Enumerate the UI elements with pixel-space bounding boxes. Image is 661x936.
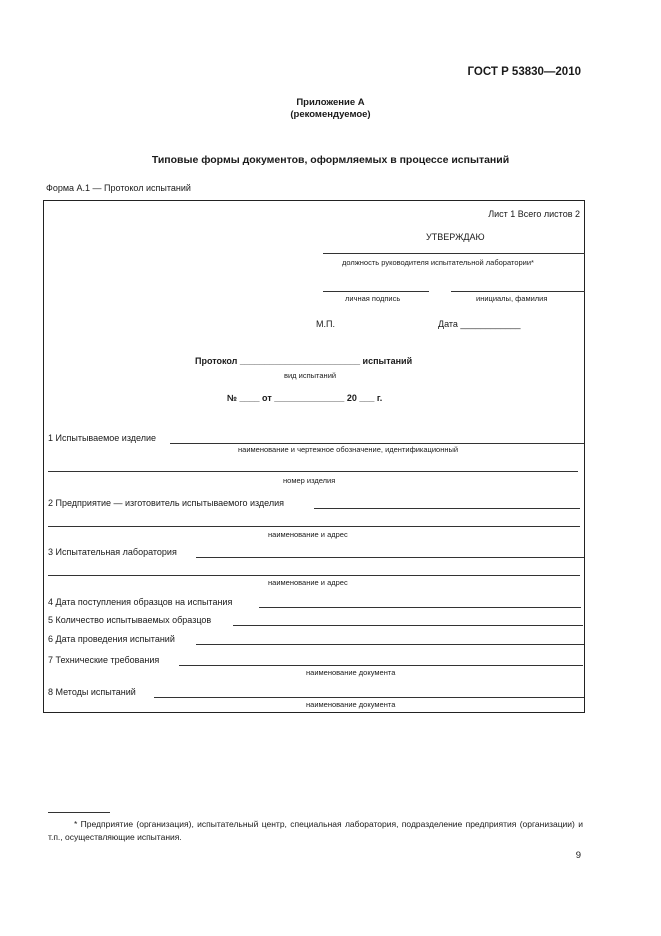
protocol-form — [43, 200, 585, 713]
signature-caption: личная подпись — [345, 294, 401, 303]
footnote-rule — [48, 812, 110, 813]
position-line — [323, 253, 585, 254]
initials-caption: инициалы, фамилия — [476, 294, 548, 303]
item3-line — [196, 557, 584, 558]
item6-line — [196, 644, 584, 645]
item4-line — [259, 607, 581, 608]
annex-title: Приложение А — [296, 97, 365, 108]
sheet-info: Лист 1 Всего листов 2 — [488, 209, 580, 219]
seal-label: М.П. — [316, 319, 335, 329]
date-label: Дата ____________ — [438, 319, 521, 329]
annex-subtitle: (рекомендуемое) — [290, 109, 371, 120]
item8-caption: наименование документа — [306, 700, 396, 709]
item2-line — [314, 508, 580, 509]
item5-line — [233, 625, 583, 626]
page-number: 9 — [575, 850, 581, 861]
item1-label: 1 Испытываемое изделие — [48, 433, 156, 443]
item2-caption: наименование и адрес — [268, 530, 348, 539]
item1-line2 — [48, 471, 578, 472]
approve-label: УТВЕРЖДАЮ — [426, 232, 485, 242]
position-caption: должность руководителя испытательной лаборатории* — [342, 258, 534, 267]
item7-label: 7 Технические требования — [48, 655, 160, 665]
item2-label: 2 Предприятие — изготовитель испытываемого изделия — [48, 498, 285, 508]
item5-label: 5 Количество испытываемых образцов — [48, 615, 212, 625]
footnote: * Предприятие (организация), испытательный центр, специальная лаборатория, подразделение предприятия (организации) и т.п., осуществляющие испытания. — [48, 819, 583, 842]
item3-label: 3 Испытательная лаборатория — [48, 547, 177, 557]
item3-line2 — [48, 575, 580, 576]
form-label: Форма А.1 — Протокол испытаний — [46, 183, 191, 193]
test-type-caption: вид испытаний — [284, 371, 337, 380]
protocol-line: Протокол ________________________ испытаний — [195, 356, 413, 366]
annex-heading — [0, 97, 661, 121]
item4-label: 4 Дата поступления образцов на испытания — [48, 597, 233, 607]
document-id: ГОСТ Р 53830—2010 — [467, 66, 581, 78]
item7-caption: наименование документа — [306, 668, 396, 677]
number-line: № ____ от ______________ 20 ___ г. — [227, 393, 383, 403]
item8-label: 8 Методы испытаний — [48, 687, 136, 697]
item2-line2 — [48, 526, 580, 527]
main-title: Типовые формы документов, оформляемых в процессе испытаний — [151, 154, 510, 166]
initials-line — [451, 291, 585, 292]
item7-line — [179, 665, 583, 666]
item8-line — [154, 697, 584, 698]
item3-caption: наименование и адрес — [268, 578, 348, 587]
item1-caption2: номер изделия — [283, 476, 336, 485]
item1-line — [170, 443, 584, 444]
item6-label: 6 Дата проведения испытаний — [48, 634, 175, 644]
signature-line — [323, 291, 429, 292]
item1-caption: наименование и чертежное обозначение, идентификационный — [238, 445, 459, 454]
